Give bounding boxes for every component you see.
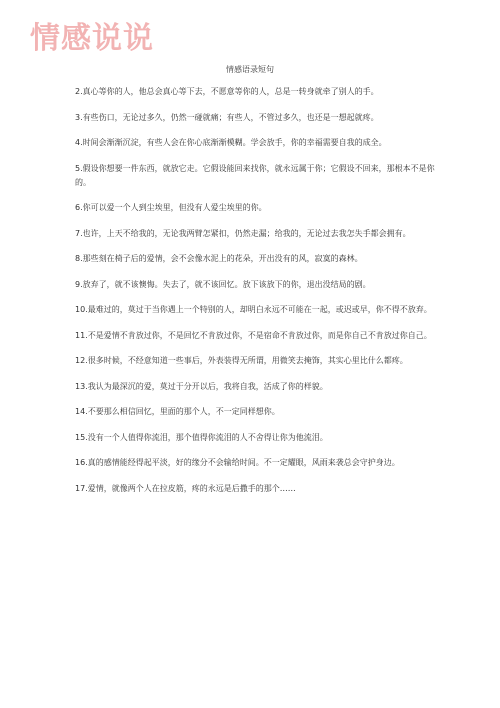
quote-number: 17. — [75, 483, 88, 493]
quote-text: 很多时候，不经意知道一些事后，外表装得无所谓，用微笑去掩饰，其实心里比什么都疼。 — [87, 356, 408, 365]
quote-text: 不要那么相信回忆，里面的那个人，不一定同样想你。 — [87, 407, 280, 416]
quote-text: 真的感情能经得起平淡，好的缘分不会输给时间。不一定耀眼，风雨来袭总会守护身边。 — [87, 458, 400, 467]
quote-item — [75, 380, 437, 394]
quote-text: 假设你想要一件东西，就放它走。它假设能回来找你，就永远属于你；它假设不回来，那根本不是你的。 — [75, 163, 435, 187]
quote-number: 16. — [75, 458, 88, 467]
quote-list — [75, 85, 437, 507]
quote-text: 没有一个人值得你流泪，那个值得你流泪的人不舍得让你为他流泪。 — [87, 432, 328, 442]
quote-item — [75, 278, 437, 292]
quote-text: 有些伤口，无论过多久，仍然一碰就痛；有些人，不管过多久，也还是一想起就疼。 — [82, 112, 379, 122]
quote-text: 我认为最深沉的爱，莫过于分开以后，我将自我，活成了你的样貌。 — [87, 381, 328, 391]
quote-number: 11. — [75, 330, 88, 340]
quote-item — [75, 431, 437, 445]
quote-number: 15. — [75, 432, 88, 442]
quote-item — [75, 252, 437, 266]
quote-number: 13. — [75, 381, 88, 391]
quote-text: 你可以爱一个人到尘埃里，但没有人爱尘埃里的你。 — [82, 203, 267, 212]
quote-item — [75, 456, 437, 470]
quote-number: 14. — [75, 407, 88, 416]
quote-item — [75, 162, 437, 190]
quote-number: 7. — [75, 228, 83, 238]
quote-text: 爱情，就像两个人在拉皮筋，疼的永远是后撒手的那个…… — [87, 483, 296, 493]
quote-number: 12. — [75, 356, 88, 365]
quote-number: 4. — [75, 138, 83, 147]
quote-item — [75, 482, 437, 496]
quote-number: 10. — [75, 305, 88, 314]
document-title: 情感语录短句 — [226, 65, 274, 74]
quote-text: 时间会渐渐沉淀，有些人会在你心底渐渐模糊。学会放手，你的幸福需要自我的成全。 — [82, 138, 387, 147]
quote-number: 8. — [75, 254, 83, 263]
quote-text: 那些刻在椅子后的爱情，会不会像水泥上的花朵，开出没有的风，寂寞的森林。 — [82, 254, 363, 263]
quote-text: 不是爱情不肯放过你，不是回忆不肯放过你，不是宿命不肯放过你，而是你自己不肯放过你自己。 — [87, 330, 432, 340]
quote-number: 5. — [75, 163, 83, 173]
quote-item — [75, 85, 437, 99]
quote-item — [75, 405, 437, 419]
quote-number: 3. — [75, 112, 83, 122]
quote-item — [75, 201, 437, 215]
quote-number: 9. — [75, 279, 83, 289]
quote-item — [75, 227, 437, 241]
quote-text: 放弃了，就不该懊悔。失去了，就不该回忆。放下该放下的你，退出没结局的剧。 — [82, 279, 371, 289]
quote-item — [75, 329, 437, 343]
quote-text: 也许，上天不给我的，无论我两臂怎紧扣，仍然走漏；给我的，无论过去我怎失手都会拥有。 — [82, 228, 411, 238]
quote-text: 最难过的，莫过于当你遇上一个特别的人，却明白永远不可能在一起，或迟或早，你不得不放弃。 — [87, 305, 432, 314]
quote-text: 真心等你的人，他总会真心等下去，不愿意等你的人，总是一转身就牵了别人的手。 — [82, 87, 379, 96]
quote-item — [75, 303, 437, 317]
quote-item — [75, 354, 437, 368]
brand-watermark: 情感说说 — [30, 21, 154, 56]
quote-item — [75, 111, 437, 125]
quote-number: 6. — [75, 203, 83, 212]
quote-number: 2. — [75, 87, 83, 96]
quote-item — [75, 136, 437, 150]
